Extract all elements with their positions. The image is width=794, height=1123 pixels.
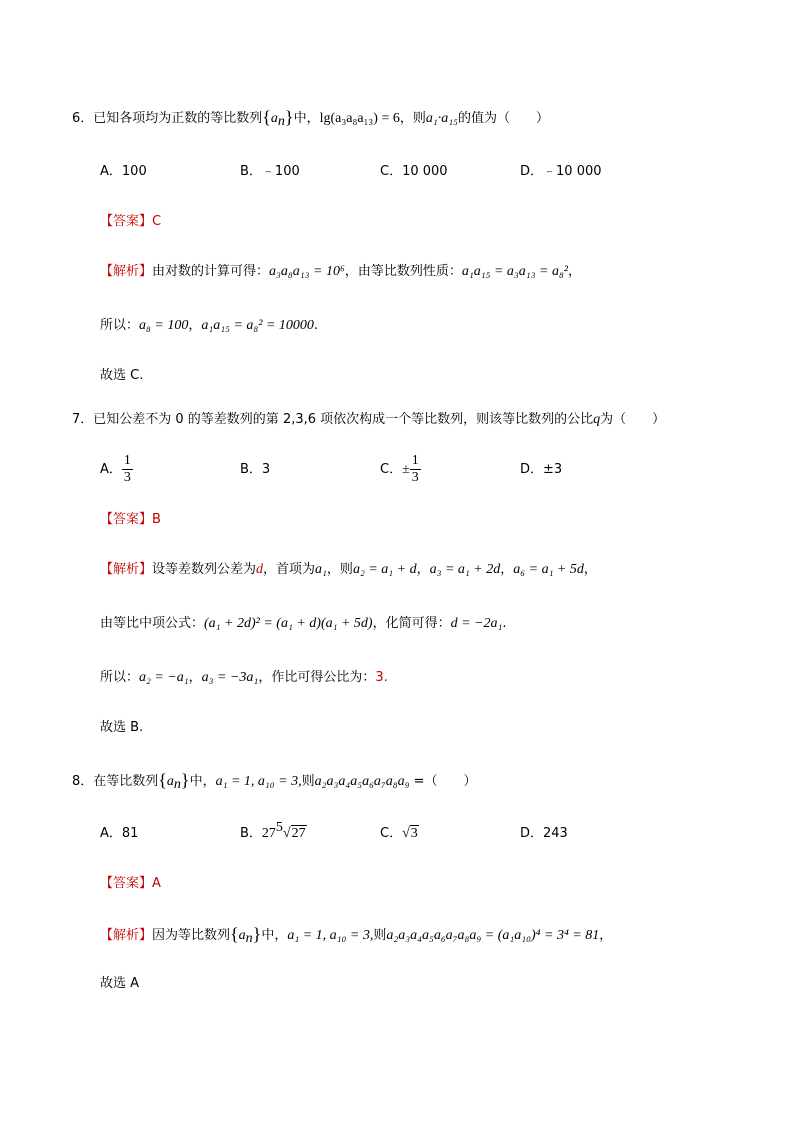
q8-analysis-open-brace: { <box>230 924 239 944</box>
q6-option-c <box>380 162 448 182</box>
q7-option-b <box>240 460 270 480</box>
q8-option-d-value: 243 <box>543 826 568 841</box>
q6-lg-expression: lg(a₃a₈a₁₃) = 6 <box>319 111 400 126</box>
q7-stem-text: 7．已知公差不为 0 的等差数列的第 2,3,6 项依次构成一个等比数列，则该等比数列的公比 <box>72 412 594 427</box>
q6-analysis-tag: 【解析】 <box>100 264 153 279</box>
q8-answer <box>100 874 161 894</box>
q6-option-b <box>240 162 300 182</box>
q7-option-a-fraction <box>122 453 133 486</box>
q6-answer <box>100 212 161 232</box>
q8-seq-open-brace: { <box>158 770 167 790</box>
q7-option-b-value: 3 <box>261 462 271 477</box>
q6-analysis-l2-math-1: a₈ = 100 <box>139 318 189 333</box>
q6-option-c-value: 10 000 <box>402 164 448 179</box>
q7-analysis-line-3 <box>100 668 388 688</box>
q7-answer-value: B <box>152 512 161 527</box>
q7-analysis-l2-text-2: ，化简可得： <box>372 616 451 631</box>
q7-analysis-text-3: ，则 <box>326 562 353 577</box>
q8-option-b-coefficient: 27 <box>261 826 276 841</box>
q6-option-a <box>100 162 147 182</box>
q7-analysis-l2-text: 由等比中项公式： <box>100 616 205 631</box>
q6-target-expression: a₁·a₁₅ <box>425 111 458 126</box>
q8-seq-close-brace: } <box>180 770 190 790</box>
q7-analysis-l2-result: d = −2a₁ <box>450 616 503 631</box>
q6-option-c-label: C． <box>380 164 403 179</box>
q7-option-d-label: D． <box>520 462 544 477</box>
q6-analysis-line-1 <box>100 262 581 282</box>
q7-option-c-denominator: 3 <box>411 470 419 485</box>
q8-analysis-text: 因为等比数列 <box>152 928 231 943</box>
q8-analysis-close-brace: } <box>252 924 262 944</box>
q8-stem-text-4: =（ ） <box>409 774 477 789</box>
q6-answer-tag: 【答案】 <box>100 214 153 229</box>
q7-analysis-line-2 <box>100 614 507 634</box>
q8-conclusion: 故选 A <box>100 976 140 991</box>
q6-analysis-line-2 <box>100 316 318 336</box>
q7-analysis-a1: a₁ <box>315 562 327 577</box>
q8-option-c-radical-sign: √ <box>402 826 410 841</box>
q7-analysis-text: 设等差数列公差为 <box>152 562 257 577</box>
q8-seq-subscript: n <box>173 777 181 792</box>
q7-option-d <box>520 460 562 480</box>
q7-option-b-label: B． <box>240 462 262 477</box>
q8-analysis-line <box>100 924 612 946</box>
q7-analysis-sep-3: ， <box>583 562 597 577</box>
q8-product-expression: a₂a₃a₄a₅a₆a₇a₈a₉ <box>314 774 410 789</box>
q7-analysis-l3-math-1: a₂ = −a₁ <box>139 670 189 685</box>
q6-seq-symbol: a <box>270 111 278 126</box>
q7-analysis-l2-equation: (a₁ + 2d)² = (a₁ + d)(a₁ + 5d) <box>204 616 373 631</box>
q8-option-b <box>240 820 307 844</box>
q8-option-c-radicand: 3 <box>410 826 418 841</box>
q7-analysis-text-2: ，首项为 <box>263 562 316 577</box>
q7-analysis-line-1 <box>100 560 597 580</box>
q7-option-c-sign: ± <box>402 462 410 477</box>
q6-seq-open-brace: { <box>262 107 271 127</box>
q7-stem-text-2: 为（ ） <box>600 412 666 427</box>
q7-analysis-d: d <box>256 562 264 577</box>
q8-option-d <box>520 824 568 844</box>
q6-option-d-label: D． <box>520 164 544 179</box>
q7-analysis-a3: a₃ = a₁ + 2d <box>429 562 501 577</box>
q8-option-b-root-index: 5 <box>275 820 283 835</box>
q8-analysis-text-2: 中， <box>261 928 288 943</box>
q6-option-a-label: A． <box>100 164 122 179</box>
q7-conclusion: 故选 B. <box>100 720 144 735</box>
q7-option-c-numerator: 1 <box>411 453 419 468</box>
q8-option-a <box>100 824 138 844</box>
q8-analysis-tag: 【解析】 <box>100 928 153 943</box>
q6-stem-text-2: 中， <box>293 111 320 126</box>
q7-analysis-sep-2: ， <box>500 562 514 577</box>
q8-stem-text: 8．在等比数列 <box>72 774 159 789</box>
q7-analysis-a6: a₆ = a₁ + 5d <box>513 562 584 577</box>
q8-stem <box>72 770 477 792</box>
q7-option-d-value: ±3 <box>543 462 563 477</box>
q6-stem <box>72 107 549 129</box>
q8-option-a-label: A． <box>100 826 122 841</box>
q7-analysis-l3-text-2: ，作比可得公比为： <box>258 670 376 685</box>
q8-analysis-seq-subscript: n <box>245 931 253 946</box>
q7-option-a-label: A． <box>100 462 122 477</box>
q8-stem-text-2: 中， <box>189 774 216 789</box>
q8-answer-tag: 【答案】 <box>100 876 153 891</box>
q8-analysis-seq-symbol: a <box>238 928 246 943</box>
q8-analysis-math: a₂a₃a₄a₅a₆a₇a₈a₉ = (a₁a₁₀)⁴ = 3⁴ = 81 <box>386 928 600 943</box>
q7-stem <box>72 410 665 430</box>
q7-analysis-l3-sep: ， <box>188 670 202 685</box>
q7-option-a-denominator: 3 <box>123 470 131 485</box>
q7-option-a <box>100 451 133 489</box>
q6-conclusion: 故选 C. <box>100 368 144 383</box>
q6-analysis-l2-text: 所以： <box>100 318 140 333</box>
q8-seq-symbol: a <box>166 774 174 789</box>
q7-analysis-tag: 【解析】 <box>100 562 153 577</box>
q8-stem-text-3: 则 <box>301 774 315 789</box>
q6-stem-text: 6．已知各项均为正数的等比数列 <box>72 111 263 126</box>
q7-answer-tag: 【答案】 <box>100 512 153 527</box>
q6-stem-text-3: ，则 <box>399 111 426 126</box>
q8-analysis-given: a₁ = 1, a₁₀ = 3, <box>287 928 374 943</box>
q6-option-b-label: B． <box>240 164 262 179</box>
q6-seq-close-brace: } <box>284 107 294 127</box>
q8-option-a-value: 81 <box>121 826 139 841</box>
q8-option-b-label: B． <box>240 826 262 841</box>
q6-option-d <box>520 162 602 182</box>
q7-analysis-a2: a₂ = a₁ + d <box>352 562 417 577</box>
q7-option-c <box>380 451 421 489</box>
q6-analysis-text-2: ，由等比数列性质： <box>344 264 462 279</box>
q6-analysis-l2-sep: ， <box>188 318 202 333</box>
q8-option-b-radical-sign: √ <box>282 826 291 841</box>
q8-analysis-end: ， <box>599 928 613 943</box>
q7-option-a-numerator: 1 <box>123 453 131 468</box>
q6-option-d-value: ﹣10 000 <box>543 164 602 179</box>
q8-option-b-radicand: 27 <box>291 826 306 841</box>
q6-option-b-value: ﹣100 <box>261 164 300 179</box>
q6-analysis-l2-math-2: a₁a₁₅ = a₈² = 10000 <box>201 318 314 333</box>
q6-analysis-math-1: a₃a₈a₁₃ = 10⁶ <box>269 264 345 279</box>
q6-answer-value: C <box>152 214 162 229</box>
q7-ratio-var: q <box>593 412 601 427</box>
q7-analysis-l3-ratio: 3. <box>375 670 388 685</box>
q7-analysis-l3-text: 所以： <box>100 670 140 685</box>
q6-analysis-text: 由对数的计算可得： <box>152 264 270 279</box>
q6-stem-text-4: 的值为（ ） <box>457 111 549 126</box>
q7-option-c-label: C． <box>380 462 403 477</box>
q7-analysis-sep-1: ， <box>416 562 430 577</box>
q8-option-d-label: D． <box>520 826 544 841</box>
q8-option-c-label: C． <box>380 826 403 841</box>
q7-option-c-fraction <box>410 453 421 486</box>
q6-seq-subscript: n <box>277 114 285 129</box>
q8-answer-value: A <box>152 876 161 891</box>
q7-analysis-l3-math-2: a₃ = −3a₁ <box>201 670 259 685</box>
q7-answer <box>100 510 161 530</box>
q6-analysis-l2-end: . <box>313 318 319 333</box>
q6-analysis-text-3: ， <box>568 264 582 279</box>
q8-option-c <box>380 824 419 844</box>
q8-given-values: a₁ = 1, a₁₀ = 3, <box>215 774 302 789</box>
q7-analysis-l2-end: . <box>502 616 507 631</box>
q6-option-a-value: 100 <box>121 164 147 179</box>
q8-analysis-text-3: 则 <box>373 928 387 943</box>
q6-analysis-math-2: a₁a₁₅ = a₃a₁₃ = a₈² <box>461 264 569 279</box>
